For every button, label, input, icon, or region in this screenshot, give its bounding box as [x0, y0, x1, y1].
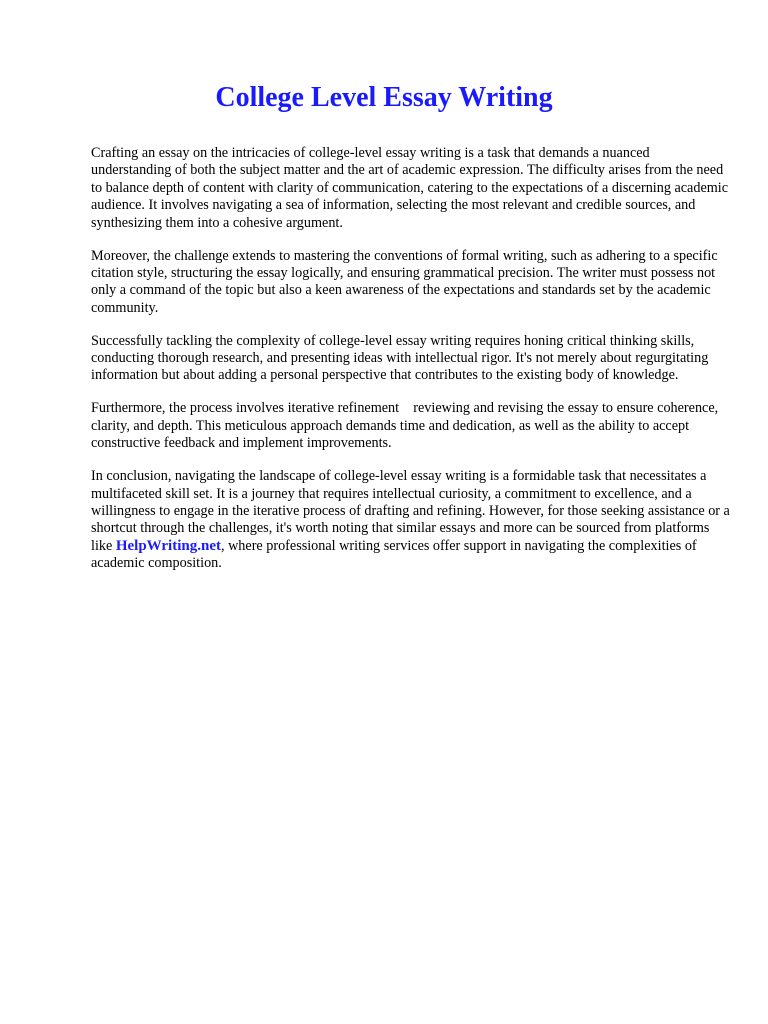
helpwriting-link[interactable]: HelpWriting.net [115, 537, 221, 554]
paragraph-3: Successfully tackling the complexity of college-level essay writing requires honing critical thinking skills, conducting thorough research, and presenting ideas with intellectual rigor. It's not merely about regurgitating information but about adding a personal perspective that contributes to the existing body of knowledge. [91, 332, 709, 384]
paragraph-1: Crafting an essay on the intricacies of college-level essay writing is a task that demands a nuanced understanding of both the subject matter and the art of academic expression. The difficulty arises from the need to balance depth of content with clarity of communication, catering to the expectations of a discerning academic audience. It involves navigating a sea of information, selecting the most relevant and credible sources, and synthesizing them into a cohesive argument. [91, 145, 729, 231]
paragraph-2: Moreover, the challenge extends to mastering the conventions of formal writing, such as adhering to a specific citation style, structuring the essay logically, and ensuring grammatical precision. The writer must possess not only a command of the topic but also a keen awareness of the expectations and standards set by the academic community. [91, 247, 718, 316]
document-body [91, 145, 731, 588]
paragraph-4: Furthermore, the process involves iterative refinement reviewing and revising the essay to ensure coherence, clarity, and depth. This meticulous approach demands time and dedication, as well as the ability to accept constructive feedback and implement improvements. [91, 400, 719, 452]
page-title: College Level Essay Writing [215, 82, 553, 113]
paragraph-5 [91, 468, 731, 572]
paragraph-5-text-after-link: , where professional writing services offer support in navigating the complexities of academic composition. [91, 537, 697, 572]
paragraph-5-text-before-link: In conclusion, navigating the landscape of college-level essay writing is a formidable task that necessitates a multifaceted skill set. It is a journey that requires intellectual curiosity, a commitment to excellence, and a willingness to engage in the iterative process of drafting and refining. However, for those seeking assistance or a shortcut through the challenges, it's worth noting that similar essays and more can be sourced from platforms like [91, 468, 730, 554]
